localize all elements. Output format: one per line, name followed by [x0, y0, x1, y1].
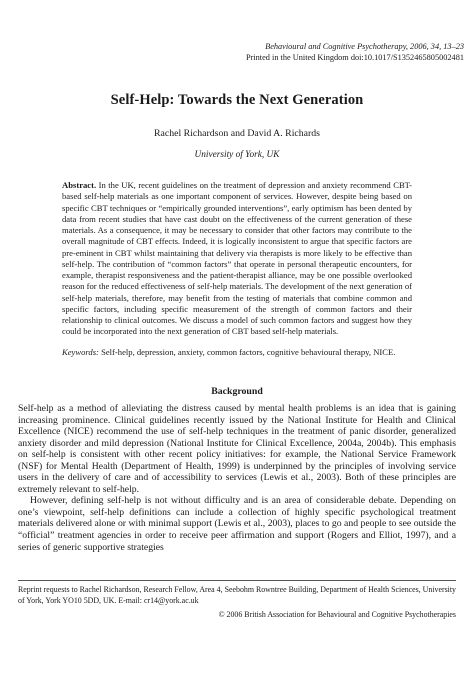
journal-citation: Behavioural and Cognitive Psychotherapy, 2006, 34, 13–23 [265, 42, 464, 51]
reprint-footnote: Reprint requests to Rachel Richardson, Research Fellow, Area 4, Seebohm Rowntree Building, Department of Health Sciences, University of York, York YO10 5DD, UK. E-mail: cr14@york.ac.uk [18, 585, 456, 605]
footnote-divider [18, 580, 456, 581]
running-header [246, 41, 464, 63]
copyright-notice: © 2006 British Association for Behavioural and Cognitive Psychotherapies [218, 610, 456, 619]
keywords-text: Self-help, depression, anxiety, common factors, cognitive behavioural therapy, NICE. [101, 347, 396, 357]
keywords-block [62, 347, 412, 358]
article-authors: Rachel Richardson and David A. Richards [154, 128, 320, 139]
keywords-label: Keywords: [62, 347, 99, 357]
abstract-text: In the UK, recent guidelines on the treatment of depression and anxiety recommend CBT-based self-help materials as one important component of services. However, despite being based on specific CBT techniques or “empirically grounded interventions”, early optimism has been dented by data from recent studies that have cast doubt on the effectiveness of the current generation of these materials. As a consequence, it may be necessary to consider that other factors may contribute to the overall magnitude of CBT effects. Indeed, it is logically inconsistent to argue that specific factors are pre-eminent in CBT whilst maintaining that delivery via therapists is more likely to be effective than self-help. The contribution of “common factors” that operate in personal therapeutic encounters, for example, therapist responsiveness and the patient-therapist alliance, may be one possible overlooked reason for the reduced effectiveness of self-help materials. The development of the next generation of self-help materials, therefore, may benefit from the testing of materials that combine common and specific factors, including specific measurement of the strength of common factors and their relationship to clinical outcomes. We discuss a model of such common factors and suggest how they could be incorporated into the next generation of CBT based self-help materials. [62, 180, 413, 337]
body-text [18, 403, 456, 553]
article-title: Self-Help: Towards the Next Generation [110, 92, 364, 108]
abstract-block [62, 180, 412, 338]
body-paragraph-2: However, defining self-help is not without difficulty and is an area of considerable debate. Depending on one’s viewpoint, self-help definitions can include a collection of highly specific psychological treatment materials delivered alone or with minimal support (Lewis et al., 2003), places to go and people to see outside the “official” treatment agencies in order to receive peer affirmation and support (Rogers and Elliot, 1997), and a series of generic supportive strategies [18, 495, 456, 553]
abstract-label: Abstract. [62, 180, 97, 190]
body-paragraph-1: Self-help as a method of alleviating the distress caused by mental health problems is an idea that is gaining increasing prominence. Clinical guidelines recently issued by the National Institute for Health and Clinical Excellence (NICE) recommend the use of self-help techniques in the treatment of panic disorder, generalized anxiety disorder and mild depression (National Institute for Clinical Excellence, 2004a, 2004b). This emphasis on self-help is consistent with other recent policy initiatives: for example, the National Service Framework (NSF) for Mental Health (Department of Health, 1999) is underpinned by the principles of involving service users in the delivery of care and of accessibility to services (Lewis et al., 2003). Both of these principles are extremely relevant to self-help. [18, 403, 456, 495]
section-heading-background: Background [211, 386, 263, 397]
print-doi-line: Printed in the United Kingdom doi:10.1017/S1352465805002481 [245, 53, 464, 62]
author-affiliation: University of York, UK [194, 150, 280, 160]
